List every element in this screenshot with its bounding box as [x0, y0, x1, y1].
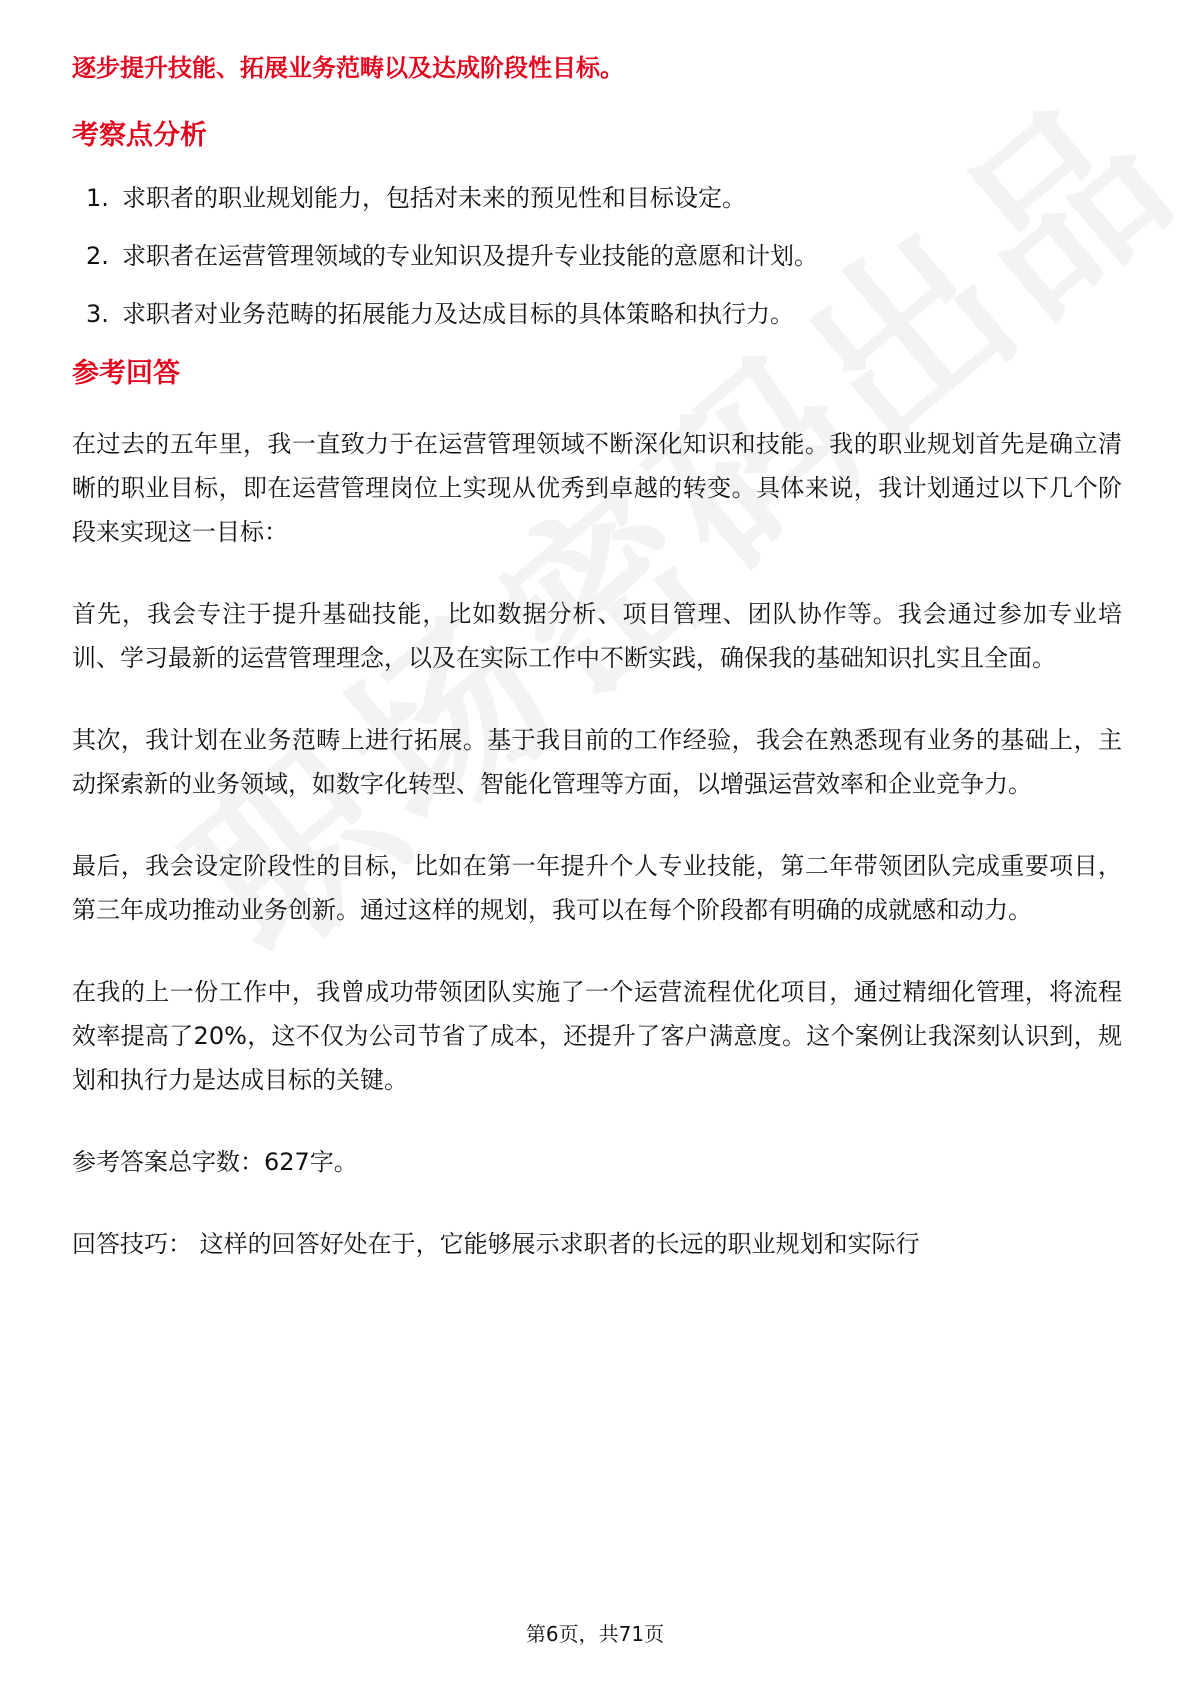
word-count: 参考答案总字数：627字。 — [72, 1148, 358, 1176]
answer-paragraph-3: 其次，我计划在业务范畴上进行拓展。基于我目前的工作经验，我会在熟悉现有业务的基础上，主动探索新的业务领域，如数字化转型、智能化管理等方面，以增强运营效率和企业竞争力。 — [72, 726, 1122, 798]
analysis-list — [72, 180, 1122, 332]
answer-paragraph-4: 最后，我会设定阶段性的目标，比如在第一年提升个人专业技能，第二年带领团队完成重要项目，第三年成功推动业务创新。通过这样的规划，我可以在每个阶段都有明确的成就感和动力。 — [72, 852, 1122, 924]
answer-tips: 回答技巧： 这样的回答好处在于，它能够展示求职者的长远的职业规划和实际行 — [72, 1230, 920, 1258]
list-item: 3. 求职者对业务范畴的拓展能力及达成目标的具体策略和执行力。 — [86, 300, 794, 328]
list-item: 2. 求职者在运营管理领域的专业知识及提升专业技能的意愿和计划。 — [86, 242, 818, 270]
page-footer: 第6页，共71页 — [525, 1622, 665, 1646]
document-page — [72, 50, 1122, 1266]
section-title-answer: 参考回答 — [72, 358, 180, 389]
answer-paragraph-5: 在我的上一份工作中，我曾成功带领团队实施了一个运营流程优化项目，通过精细化管理，将流程效率提高了20%，这不仅为公司节省了成本，还提升了客户满意度。这个案例让我深刻认识到，规划和执行力是达成目标的关键。 — [72, 978, 1122, 1094]
section-title-analysis: 考察点分析 — [72, 120, 207, 151]
list-item: 1. 求职者的职业规划能力，包括对未来的预见性和目标设定。 — [86, 184, 746, 212]
answer-paragraph-2: 首先，我会专注于提升基础技能，比如数据分析、项目管理、团队协作等。我会通过参加专业培训、学习最新的运营管理理念，以及在实际工作中不断实践，确保我的基础知识扎实且全面。 — [72, 600, 1122, 672]
lead-line: 逐步提升技能、拓展业务范畴以及达成阶段性目标。 — [72, 54, 624, 82]
answer-paragraph-1: 在过去的五年里，我一直致力于在运营管理领域不断深化知识和技能。我的职业规划首先是确立清晰的职业目标，即在运营管理岗位上实现从优秀到卓越的转变。具体来说，我计划通过以下几个阶段来实现这一目标： — [72, 430, 1122, 546]
